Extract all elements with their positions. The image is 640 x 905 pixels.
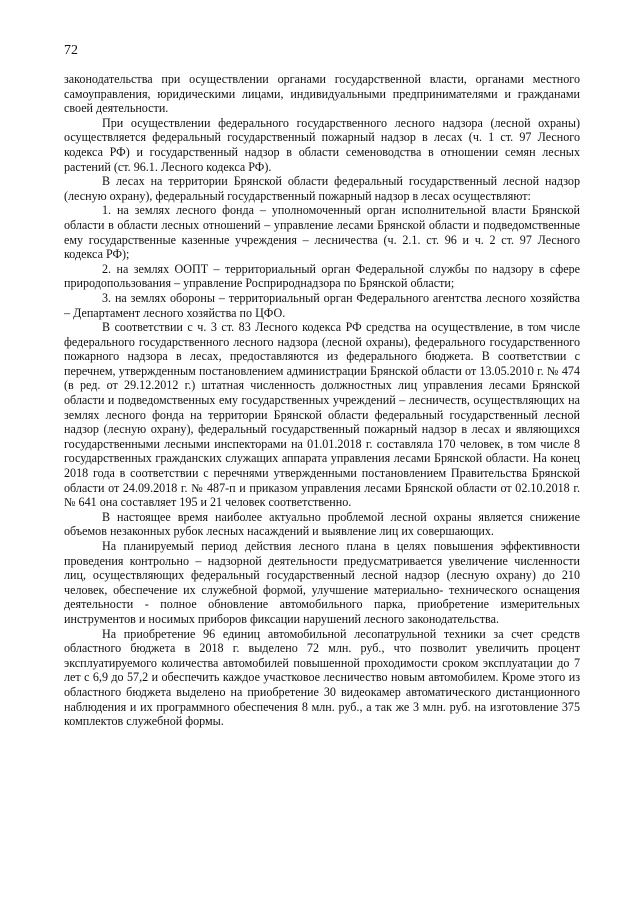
paragraph-continuation: законодательства при осуществлении органами государственной власти, органами местного самоуправления, юридическими лицами, индивидуальными предпринимателями и гражданами своей деятельности. xyxy=(64,72,580,116)
paragraph-funding-staff: В соответствии с ч. 3 ст. 83 Лесного кодекса РФ средства на осуществление, в том числе федерального государственного лесного надзора (лесной охраны), федерального государственного пожарного надзора в лесах, предоставляются из федерального бюджета. В соответствии с перечнем, утвержденным постановлением администрации Брянской области от 13.05.2010 г. № 474 (в ред. от 29.12.2012 г.) штатная численность должностных лиц управления лесами Брянской области и подведомственных ему государственных учреждений – лесничеств, осуществляющих на землях лесного фонда на территории Брянской области федеральный государственный лесной надзор (лесную охрану), федеральный государственный пожарный надзор в лесах и являющихся государственными лесными инспекторами на 01.01.2018 г. составляла 170 человек, в том числе 8 государственных гражданских служащих аппарата управления лесами Брянской области. На конец 2018 года в соответствии с перечнями утвержденными постановлением Правительства Брянской области от 24.09.2018 г. № 487-п и приказом управления лесами Брянской области от 02.10.2018 г. № 641 она составляет 195 и 21 человек соответственно. xyxy=(64,320,580,510)
document-body xyxy=(64,72,580,729)
list-item-oopt: 2. на землях ООПТ – территориальный орган Федеральной службы по надзору в сфере природопользования – управление Росприроднадзора по Брянской области; xyxy=(64,261,580,291)
page-number: 72 xyxy=(64,43,78,58)
list-item-defense-lands: 3. на землях обороны – территориальный орган Федерального агентства лесного хозяйства – Департамент лесного хозяйства по ЦФО. xyxy=(64,290,580,320)
paragraph-bryansk-oversight: В лесах на территории Брянской области федеральный государственный лесной надзор (лесную охрану), федеральный государственный пожарный надзор в лесах осуществляют: xyxy=(64,174,580,203)
paragraph-supervision: При осуществлении федерального государственного лесного надзора (лесной охраны) осуществляется федеральный государственный пожарный надзор в лесах (ч. 1 ст. 97 Лесного кодекса РФ) и государственный надзор в области семеноводства в отношении семян лесных растений (ст. 96.1. Лесного кодекса РФ). xyxy=(64,115,580,174)
paragraph-planned-measures: На планируемый период действия лесного плана в целях повышения эффективности проведения контрольно – надзорной деятельности предусматривается увеличение численности лиц, осуществляющих федеральный государственный лесной надзор (лесную охрану) до 210 человек, обеспечение их служебной формой, улучшение материально- технического оснащения деятельности - полное обновление автомобильного парка, приобретение измерительных инструментов и носимых приборов фиксации нарушений лесного законодательства. xyxy=(64,539,580,626)
paragraph-vehicle-purchase: На приобретение 96 единиц автомобильной лесопатрульной техники за счет средств областного бюджета в 2018 г. выделено 72 млн. руб., что позволит увеличить процент эксплуатируемого количества автомобилей повышенной проходимости сроком эксплуатации до 7 лет с 6,9 до 57,2 и обеспечить каждое участковое лесничество новым автомобилем. Кроме этого из областного бюджета выделено на приобретение 30 видеокамер автоматического дистанционного наблюдения и их программного обеспечения 8 млн. руб., а так же 3 млн. руб. на изготовление 375 комплектов служебной формы. xyxy=(64,626,580,729)
list-item-forest-fund: 1. на землях лесного фонда – уполномоченный орган исполнительной власти Брянской области в области лесных отношений – управление лесами Брянской области и подведомственные ему государственные казенные учреждения – лесничества (ч. 2.1. ст. 96 и ч. 2 ст. 97 Лесного кодекса РФ); xyxy=(64,203,580,262)
paragraph-current-problem: В настоящее время наиболее актуально проблемой лесной охраны является снижение объемов незаконных рубок лесных насаждений и выявление лиц их совершающих. xyxy=(64,509,580,539)
